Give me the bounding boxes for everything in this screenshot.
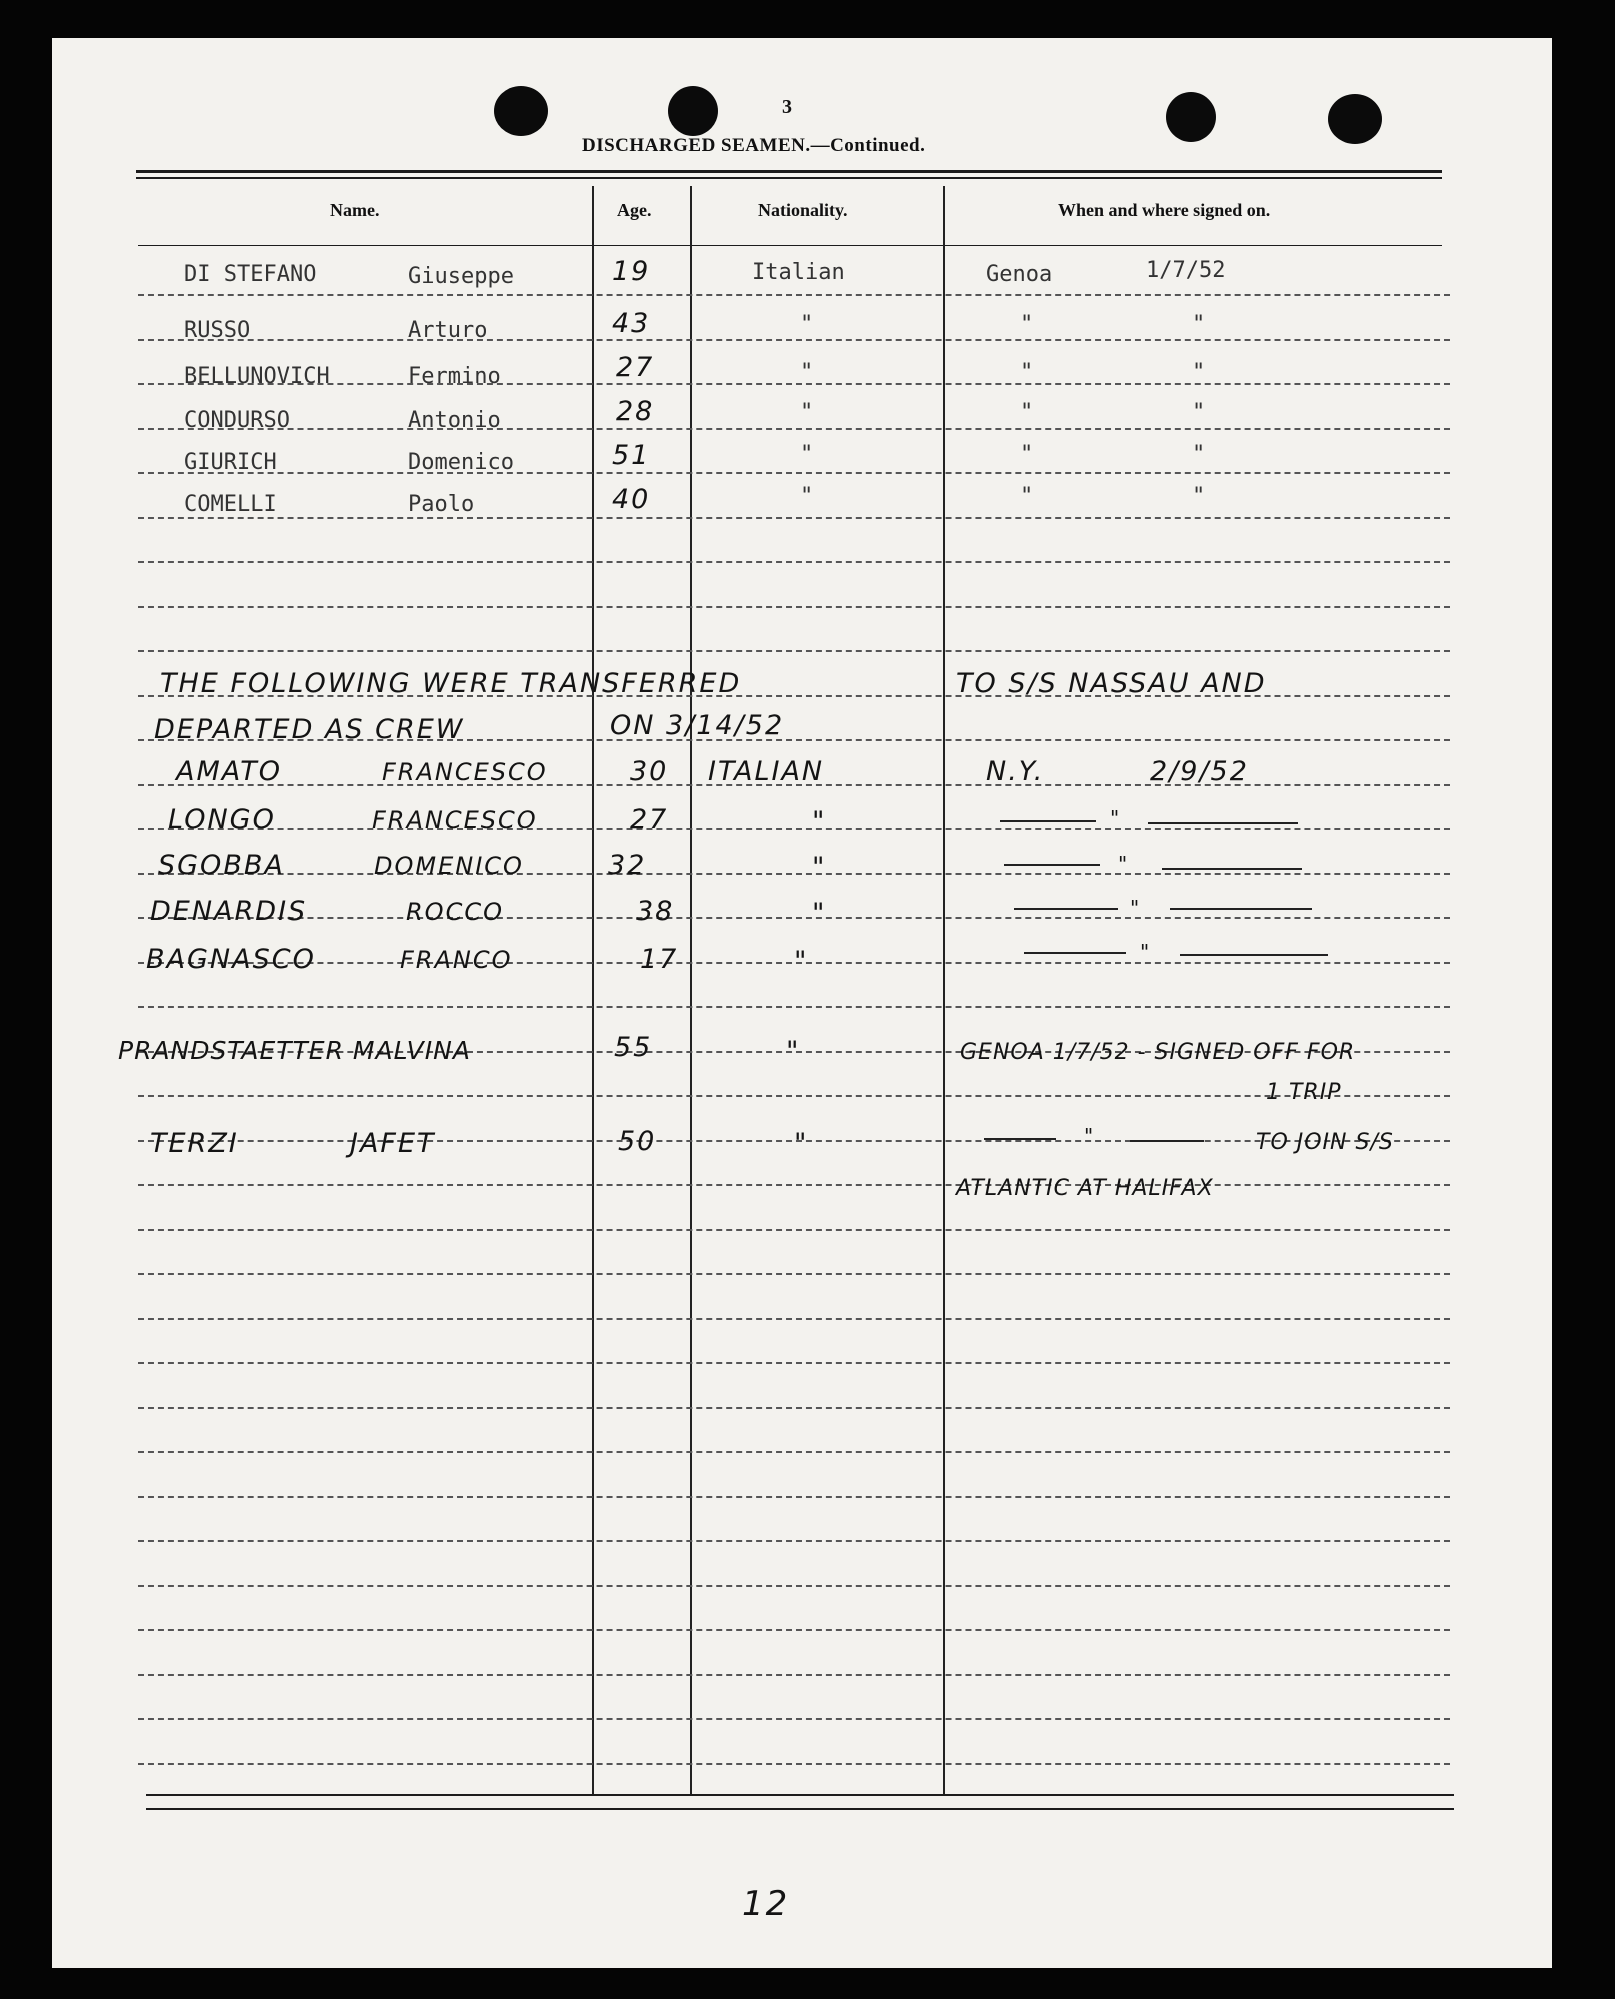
ruled-line: [138, 1407, 1450, 1409]
ruled-line: [138, 1095, 1450, 1097]
ruled-line: [138, 1451, 1450, 1453]
signed-on-date: ": [1192, 442, 1206, 467]
seaman-age: 27: [630, 804, 669, 835]
ditto-mark: ": [1110, 806, 1122, 830]
seaman-given-name: Giuseppe: [408, 264, 514, 289]
ditto-stroke: [1024, 952, 1126, 954]
sheet-number: 12: [742, 1884, 790, 1924]
seaman-surname: BAGNASCO: [146, 944, 316, 975]
seaman-age: 40: [612, 484, 651, 515]
seaman-nationality: ": [800, 312, 814, 337]
transfer-note-line1: THE FOLLOWING WERE TRANSFERRED: [160, 668, 742, 699]
seaman-nationality: ": [812, 806, 827, 837]
ruled-line: [138, 1229, 1450, 1231]
ruled-line: [138, 1674, 1450, 1676]
ruled-line: [138, 428, 1450, 430]
ruled-line: [138, 873, 1450, 875]
signed-on-place: ": [1020, 360, 1034, 385]
ditto-mark: ": [1084, 1124, 1096, 1148]
header-rule-top: [136, 170, 1442, 173]
seaman-age: 19: [612, 256, 651, 287]
ruled-line: [138, 1540, 1450, 1542]
seaman-full-name: PRANDSTAETTER MALVINA: [118, 1036, 471, 1065]
seaman-given-name: Domenico: [408, 450, 514, 475]
ditto-stroke: [984, 1138, 1056, 1140]
ruled-line: [138, 561, 1450, 563]
signed-on-date: ": [1192, 312, 1206, 337]
document-title: DISCHARGED SEAMEN.—Continued.: [582, 135, 926, 156]
ruled-line: [138, 828, 1450, 830]
seaman-nationality: ": [800, 360, 814, 385]
signed-on-place: ": [1020, 312, 1034, 337]
seaman-nationality: ": [786, 1036, 801, 1067]
seaman-surname: COMELLI: [184, 492, 277, 517]
ruled-line: [138, 339, 1450, 341]
seaman-given-name: JAFET: [350, 1128, 436, 1159]
ditto-mark: ": [1118, 852, 1130, 876]
join-ship-note: TO JOIN S/S: [1256, 1130, 1394, 1155]
seaman-nationality: ": [800, 484, 814, 509]
seaman-age: 50: [618, 1126, 657, 1157]
ruled-line: [138, 1585, 1450, 1587]
column-header-signed-on: When and where signed on.: [1058, 200, 1271, 220]
ditto-stroke: [1170, 908, 1312, 910]
signed-on-date: 2/9/52: [1150, 756, 1249, 787]
seaman-age: 51: [612, 440, 651, 471]
seaman-given-name: FRANCESCO: [372, 806, 538, 834]
seaman-age: 55: [614, 1032, 653, 1063]
signed-on-date: ": [1192, 360, 1206, 385]
ruled-line: [138, 294, 1450, 296]
ditto-mark: ": [1130, 896, 1142, 920]
seaman-surname: GIURICH: [184, 450, 277, 475]
seaman-age: 27: [616, 352, 655, 383]
ruled-line: [138, 1006, 1450, 1008]
column-header-nationality: Nationality.: [758, 200, 848, 220]
ditto-stroke: [1000, 820, 1096, 822]
seaman-surname: BELLUNOVICH: [184, 364, 330, 389]
ruled-line: [138, 917, 1450, 919]
ruled-line: [138, 1184, 1450, 1186]
bottom-rule-top: [146, 1794, 1454, 1796]
column-header-name: Name.: [330, 200, 380, 220]
seaman-nationality: ": [812, 898, 827, 929]
ditto-stroke: [1180, 954, 1328, 956]
ruled-line: [138, 1362, 1450, 1364]
signed-on-place: ": [1020, 442, 1034, 467]
ruled-line: [138, 1629, 1450, 1631]
seaman-surname: DENARDIS: [150, 896, 308, 927]
seaman-surname: RUSSO: [184, 318, 251, 343]
seaman-given-name: Paolo: [408, 492, 475, 517]
ruled-line: [138, 606, 1450, 608]
ditto-stroke: [1130, 1140, 1204, 1142]
punch-hole-right-2: [1328, 94, 1382, 144]
seaman-age: 30: [630, 756, 669, 787]
header-separator: [138, 245, 1442, 246]
header-rule-bottom: [136, 177, 1442, 179]
seaman-given-name: FRANCO: [400, 946, 513, 974]
seaman-age: 32: [608, 850, 647, 881]
seaman-nationality: ": [794, 1128, 809, 1159]
ruled-line: [138, 517, 1450, 519]
seaman-age: 43: [612, 308, 651, 339]
ruled-line: [138, 1763, 1450, 1765]
ditto-stroke: [1014, 908, 1118, 910]
seaman-surname: AMATO: [176, 756, 283, 787]
signed-on-date: ": [1192, 400, 1206, 425]
punch-hole-left: [494, 86, 548, 136]
seaman-surname: LONGO: [168, 804, 276, 835]
column-header-age: Age.: [617, 200, 652, 220]
ditto-mark: ": [1140, 940, 1152, 964]
ruled-line: [138, 1318, 1450, 1320]
punch-hole-right-1: [1166, 92, 1216, 142]
punch-hole-center: [668, 86, 718, 136]
seaman-surname: SGOBBA: [158, 850, 285, 881]
seaman-given-name: DOMENICO: [374, 852, 524, 880]
seaman-nationality: Italian: [752, 260, 845, 285]
seaman-age: 38: [636, 896, 675, 927]
seaman-given-name: Arturo: [408, 318, 488, 343]
seaman-surname: CONDURSO: [184, 408, 290, 433]
signed-on-date: 1/7/52: [1146, 258, 1226, 283]
seaman-given-name: Fermino: [408, 364, 501, 389]
signed-on-date: ": [1192, 484, 1206, 509]
ruled-line: [138, 650, 1450, 652]
ditto-stroke: [1004, 864, 1100, 866]
ruled-line: [138, 383, 1450, 385]
transfer-note-line1-right: TO S/S NASSAU AND: [956, 668, 1267, 699]
seaman-age: 28: [616, 396, 655, 427]
join-ship-note-place: ATLANTIC AT HALIFAX: [956, 1176, 1214, 1201]
transfer-note-date: ON 3/14/52: [610, 710, 785, 741]
signed-on-place: Genoa: [986, 262, 1053, 287]
seaman-nationality: ": [812, 852, 827, 883]
signed-on-place: ": [1020, 484, 1034, 509]
transfer-note-line2: DEPARTED AS CREW: [154, 714, 465, 745]
signed-on-place: N.Y.: [986, 756, 1045, 787]
seaman-nationality: ": [800, 442, 814, 467]
seaman-nationality: ": [800, 400, 814, 425]
seaman-surname: TERZI: [150, 1128, 239, 1159]
seaman-given-name: Antonio: [408, 408, 501, 433]
seaman-given-name: FRANCESCO: [382, 758, 548, 786]
seaman-surname: DI STEFANO: [184, 262, 317, 287]
seaman-age: 17: [640, 944, 679, 975]
seaman-nationality: ": [794, 946, 809, 977]
ruled-line: [138, 1718, 1450, 1720]
seaman-given-name: ROCCO: [406, 898, 504, 926]
signed-off-note: GENOA 1/7/52 - SIGNED OFF FOR: [960, 1040, 1356, 1065]
page-number: 3: [782, 96, 792, 118]
signed-on-place: ": [1020, 400, 1034, 425]
ruled-line: [138, 472, 1450, 474]
ditto-stroke: [1148, 822, 1298, 824]
seaman-nationality: ITALIAN: [708, 756, 825, 787]
bottom-rule-bottom: [146, 1808, 1454, 1810]
signed-off-note-trip: 1 TRIP: [1266, 1080, 1342, 1105]
ditto-stroke: [1162, 868, 1302, 870]
ruled-line: [138, 1273, 1450, 1275]
ruled-line: [138, 1496, 1450, 1498]
